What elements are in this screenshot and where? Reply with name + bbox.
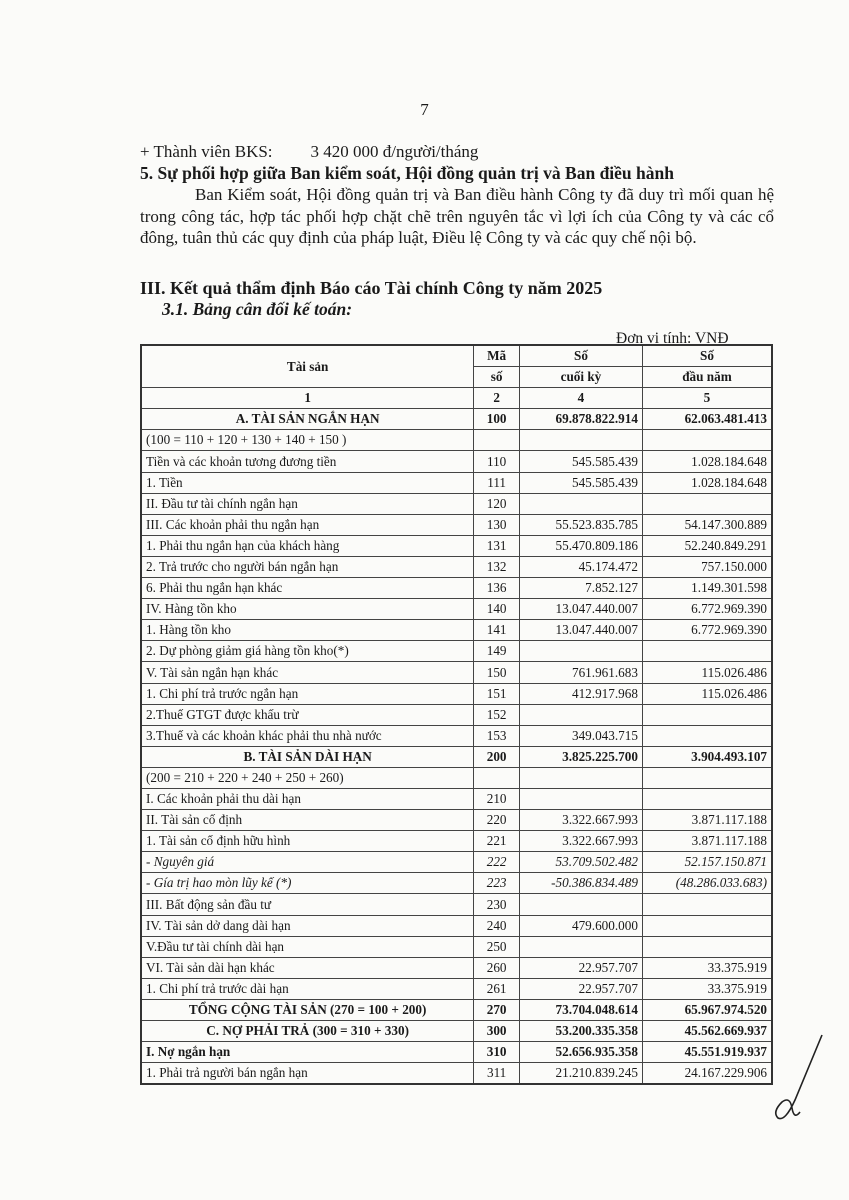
row-begin-value — [642, 493, 772, 514]
row-code: 153 — [474, 725, 520, 746]
row-begin-value — [642, 704, 772, 725]
row-begin-value: 115.026.486 — [642, 662, 772, 683]
row-label: I. Các khoản phải thu dài hạn — [141, 788, 474, 809]
row-label: 1. Chi phí trả trước dài hạn — [141, 978, 474, 999]
row-end-value — [519, 641, 642, 662]
row-begin-value: 24.167.229.906 — [642, 1063, 772, 1085]
row-label: III. Các khoản phải thu ngắn hạn — [141, 514, 474, 535]
table-row — [141, 451, 772, 472]
row-code: 141 — [474, 620, 520, 641]
row-code: 111 — [474, 472, 520, 493]
table-row — [141, 535, 772, 556]
row-code: 223 — [474, 873, 520, 894]
fee-label: + Thành viên BKS: — [140, 142, 273, 161]
row-label: VI. Tài sản dài hạn khác — [141, 957, 474, 978]
col-number-4: 4 — [519, 388, 642, 409]
row-begin-value — [642, 725, 772, 746]
balance-sheet-table — [140, 344, 773, 1085]
row-end-value: -50.386.834.489 — [519, 873, 642, 894]
row-label: IV. Hàng tồn kho — [141, 599, 474, 620]
row-code: 150 — [474, 662, 520, 683]
row-code — [474, 767, 520, 788]
row-begin-value: 3.871.117.188 — [642, 831, 772, 852]
fee-value: 3 420 000 đ/người/tháng — [310, 142, 479, 161]
header-code-top: Mã — [474, 345, 520, 367]
row-label: A. TÀI SẢN NGẮN HẠN — [141, 409, 474, 430]
row-code: 310 — [474, 1042, 520, 1063]
row-begin-value: 115.026.486 — [642, 683, 772, 704]
row-begin-value: 1.149.301.598 — [642, 578, 772, 599]
row-begin-value — [642, 936, 772, 957]
row-begin-value: 62.063.481.413 — [642, 409, 772, 430]
row-code: 270 — [474, 999, 520, 1020]
table-row — [141, 409, 772, 430]
row-begin-value: 6.772.969.390 — [642, 620, 772, 641]
row-begin-value: 54.147.300.889 — [642, 514, 772, 535]
row-begin-value — [642, 641, 772, 662]
table-row — [141, 620, 772, 641]
row-begin-value: 33.375.919 — [642, 957, 772, 978]
col-number-2: 2 — [474, 388, 520, 409]
row-begin-value: 65.967.974.520 — [642, 999, 772, 1020]
row-label: III. Bất động sản đầu tư — [141, 894, 474, 915]
row-end-value: 349.043.715 — [519, 725, 642, 746]
row-end-value: 53.709.502.482 — [519, 852, 642, 873]
table-row — [141, 1021, 772, 1042]
row-end-value: 7.852.127 — [519, 578, 642, 599]
header-end-bottom: cuối kỳ — [519, 367, 642, 388]
row-code: 130 — [474, 514, 520, 535]
table-row — [141, 472, 772, 493]
row-label: TỔNG CỘNG TÀI SẢN (270 = 100 + 200) — [141, 999, 474, 1020]
row-begin-value — [642, 767, 772, 788]
table-row — [141, 788, 772, 809]
table-row — [141, 704, 772, 725]
currency-unit: Đơn vị tính: VNĐ — [616, 330, 729, 347]
row-end-value: 3.322.667.993 — [519, 810, 642, 831]
row-code: 250 — [474, 936, 520, 957]
row-end-value — [519, 767, 642, 788]
row-label: V.Đầu tư tài chính dài hạn — [141, 936, 474, 957]
table-row — [141, 662, 772, 683]
row-code: 140 — [474, 599, 520, 620]
row-end-value: 55.523.835.785 — [519, 514, 642, 535]
row-begin-value: 33.375.919 — [642, 978, 772, 999]
row-end-value: 412.917.968 — [519, 683, 642, 704]
header-end-top: Số — [519, 345, 642, 367]
row-end-value: 53.200.335.358 — [519, 1021, 642, 1042]
row-code: 311 — [474, 1063, 520, 1085]
table-row — [141, 936, 772, 957]
table-row — [141, 915, 772, 936]
header-assets: Tài sản — [141, 345, 474, 388]
row-begin-value: 757.150.000 — [642, 556, 772, 577]
row-label: 2. Dự phòng giảm giá hàng tồn kho(*) — [141, 641, 474, 662]
table-row — [141, 767, 772, 788]
row-code: 151 — [474, 683, 520, 704]
row-end-value — [519, 788, 642, 809]
table-row — [141, 578, 772, 599]
row-code: 152 — [474, 704, 520, 725]
row-begin-value — [642, 915, 772, 936]
row-end-value: 45.174.472 — [519, 556, 642, 577]
row-end-value: 479.600.000 — [519, 915, 642, 936]
row-label: B. TÀI SẢN DÀI HẠN — [141, 746, 474, 767]
row-label: 6. Phải thu ngắn hạn khác — [141, 578, 474, 599]
row-label: V. Tài sản ngắn hạn khác — [141, 662, 474, 683]
row-end-value — [519, 894, 642, 915]
row-code: 261 — [474, 978, 520, 999]
page-number: 7 — [420, 100, 429, 119]
row-code: 210 — [474, 788, 520, 809]
row-label: C. NỢ PHẢI TRẢ (300 = 310 + 330) — [141, 1021, 474, 1042]
table-row — [141, 1042, 772, 1063]
row-begin-value: 1.028.184.648 — [642, 451, 772, 472]
table-row — [141, 599, 772, 620]
table-row — [141, 1063, 772, 1085]
row-code: 260 — [474, 957, 520, 978]
row-end-value: 3.322.667.993 — [519, 831, 642, 852]
table-row — [141, 831, 772, 852]
row-end-value — [519, 704, 642, 725]
row-code: 240 — [474, 915, 520, 936]
section-3-heading: III. Kết quả thẩm định Báo cáo Tài chính Công ty năm 2025 — [140, 278, 603, 298]
header-begin-top: Số — [642, 345, 772, 367]
row-code: 149 — [474, 641, 520, 662]
col-number-5: 5 — [642, 388, 772, 409]
row-label: 1. Hàng tồn kho — [141, 620, 474, 641]
row-begin-value: 45.551.919.937 — [642, 1042, 772, 1063]
row-code: 131 — [474, 535, 520, 556]
row-code: 221 — [474, 831, 520, 852]
row-end-value: 545.585.439 — [519, 472, 642, 493]
table-row — [141, 514, 772, 535]
table-row — [141, 683, 772, 704]
row-begin-value: (48.286.033.683) — [642, 873, 772, 894]
row-code: 120 — [474, 493, 520, 514]
row-end-value: 22.957.707 — [519, 957, 642, 978]
table-row — [141, 978, 772, 999]
row-label: IV. Tài sản dở dang dài hạn — [141, 915, 474, 936]
row-end-value: 13.047.440.007 — [519, 620, 642, 641]
table-row — [141, 556, 772, 577]
row-label: 1. Tiền — [141, 472, 474, 493]
table-row — [141, 725, 772, 746]
row-code — [474, 430, 520, 451]
signature-mark — [770, 1030, 830, 1130]
row-code: 136 — [474, 578, 520, 599]
header-code-bottom: số — [474, 367, 520, 388]
table-row — [141, 873, 772, 894]
row-label: 1. Phải trả người bán ngắn hạn — [141, 1063, 474, 1085]
row-label: II. Tài sản cố định — [141, 810, 474, 831]
row-end-value: 52.656.935.358 — [519, 1042, 642, 1063]
row-end-value: 22.957.707 — [519, 978, 642, 999]
row-label: 2. Trả trước cho người bán ngắn hạn — [141, 556, 474, 577]
header-begin-bottom: đầu năm — [642, 367, 772, 388]
row-code: 200 — [474, 746, 520, 767]
table-row — [141, 641, 772, 662]
table-row — [141, 493, 772, 514]
table-row — [141, 852, 772, 873]
col-number-1: 1 — [141, 388, 474, 409]
row-code: 230 — [474, 894, 520, 915]
table-row — [141, 430, 772, 451]
column-number-row — [141, 388, 772, 409]
board-fee-line — [140, 142, 478, 162]
row-code: 222 — [474, 852, 520, 873]
row-begin-value: 1.028.184.648 — [642, 472, 772, 493]
paragraph-text: Ban Kiểm soát, Hội đồng quản trị và Ban điều hành Công ty đã duy trì mối quan hệ trong công tác, hợp tác phối hợp chặt chẽ trên nguyên tắc vì lợi ích của Công ty và các cổ đông, tuân thủ các quy định của pháp luật, Điều lệ Công ty và các quy chế nội bộ. — [140, 185, 774, 247]
row-label: 1. Tài sản cố định hữu hình — [141, 831, 474, 852]
row-begin-value — [642, 894, 772, 915]
row-label: (100 = 110 + 120 + 130 + 140 + 150 ) — [141, 430, 474, 451]
row-end-value: 69.878.822.914 — [519, 409, 642, 430]
row-begin-value — [642, 430, 772, 451]
section-5-heading: 5. Sự phối hợp giữa Ban kiểm soát, Hội đồng quản trị và Ban điều hành — [140, 163, 674, 183]
row-label: 1. Phải thu ngắn hạn của khách hàng — [141, 535, 474, 556]
row-label: 1. Chi phí trả trước ngắn hạn — [141, 683, 474, 704]
table-header-row-1 — [141, 345, 772, 367]
row-begin-value: 6.772.969.390 — [642, 599, 772, 620]
row-end-value: 3.825.225.700 — [519, 746, 642, 767]
row-end-value — [519, 493, 642, 514]
row-code: 100 — [474, 409, 520, 430]
table-row — [141, 894, 772, 915]
table-row — [141, 810, 772, 831]
row-label: (200 = 210 + 220 + 240 + 250 + 260) — [141, 767, 474, 788]
row-end-value: 13.047.440.007 — [519, 599, 642, 620]
row-begin-value — [642, 788, 772, 809]
row-label: - Gía trị hao mòn lũy kế (*) — [141, 873, 474, 894]
row-begin-value: 3.904.493.107 — [642, 746, 772, 767]
row-begin-value: 45.562.669.937 — [642, 1021, 772, 1042]
row-begin-value: 52.157.150.871 — [642, 852, 772, 873]
row-code: 220 — [474, 810, 520, 831]
row-label: I. Nợ ngắn hạn — [141, 1042, 474, 1063]
row-end-value: 21.210.839.245 — [519, 1063, 642, 1085]
row-begin-value: 52.240.849.291 — [642, 535, 772, 556]
row-label: II. Đầu tư tài chính ngắn hạn — [141, 493, 474, 514]
row-label: Tiền và các khoản tương đương tiền — [141, 451, 474, 472]
row-code: 300 — [474, 1021, 520, 1042]
row-end-value: 73.704.048.614 — [519, 999, 642, 1020]
row-end-value: 761.961.683 — [519, 662, 642, 683]
row-end-value — [519, 430, 642, 451]
row-label: 3.Thuế và các khoản khác phải thu nhà nước — [141, 725, 474, 746]
row-label: 2.Thuế GTGT được khấu trừ — [141, 704, 474, 725]
row-begin-value: 3.871.117.188 — [642, 810, 772, 831]
table-row — [141, 957, 772, 978]
row-code: 110 — [474, 451, 520, 472]
row-label: - Nguyên giá — [141, 852, 474, 873]
table-row — [141, 746, 772, 767]
section-3-1-subheading: 3.1. Bảng cân đối kế toán: — [162, 299, 353, 319]
row-end-value: 545.585.439 — [519, 451, 642, 472]
table-row — [141, 999, 772, 1020]
row-end-value: 55.470.809.186 — [519, 535, 642, 556]
section-5-paragraph — [140, 184, 774, 249]
row-code: 132 — [474, 556, 520, 577]
row-end-value — [519, 936, 642, 957]
